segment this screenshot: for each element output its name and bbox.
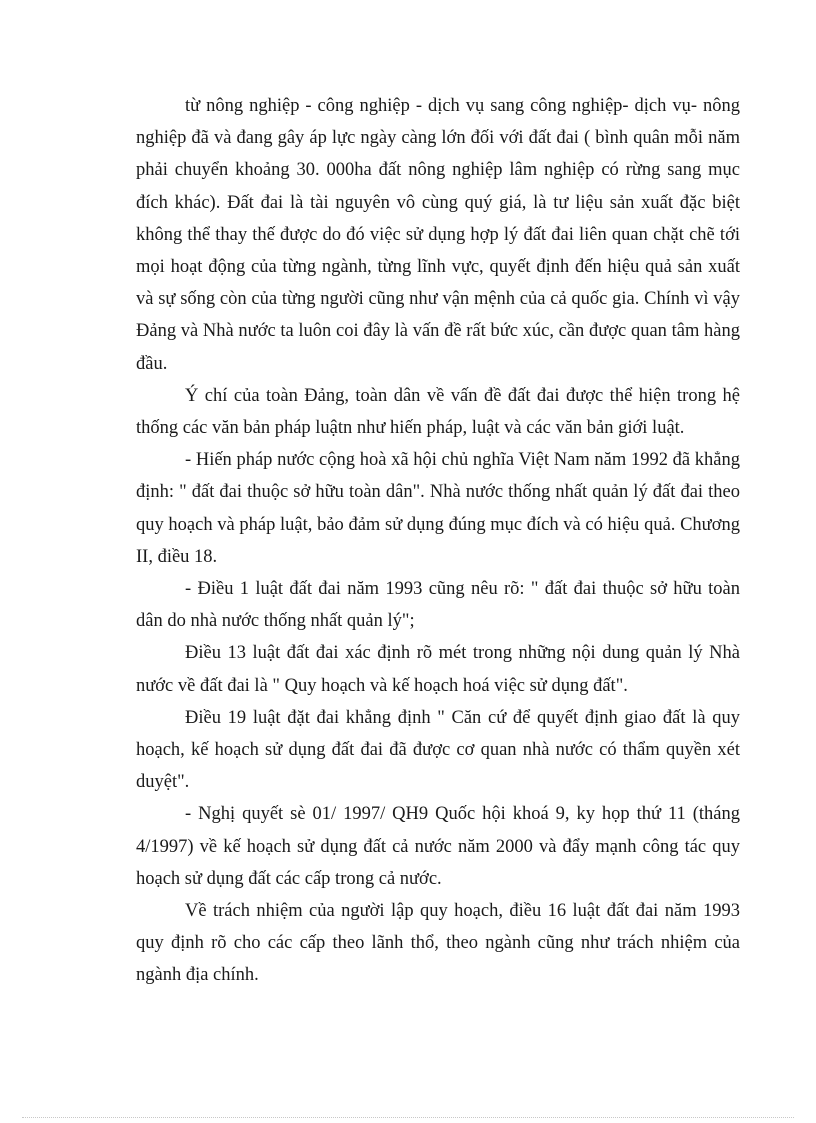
paragraph-constitution-1992: - Hiến pháp nước cộng hoà xã hội chủ nghĩa Việt Nam năm 1992 đã khẳng định: " đất đai thuộc sở hữu toàn dân". Nhà nước thống nhất quản lý đất đai theo quy hoạch và pháp luật, bảo đảm sử dụng đúng mục đích và có hiệu quả. Chương II, điều 18. — [136, 450, 740, 567]
paragraph-article-1: - Điều 1 luật đất đai năm 1993 cũng nêu rõ: " đất đai thuộc sở hữu toàn dân do nhà nước thống nhất quản lý"; — [136, 579, 740, 632]
paragraph-resolution-01-1997: - Nghị quyết sè 01/ 1997/ QH9 Quốc hội khoá 9, ky họp thứ 11 (tháng 4/1997) về kế hoạch sử dụng đất cả nước năm 2000 và đẩy mạnh công tác quy hoạch sử dụng đất các cấp trong cả nước. — [136, 804, 740, 889]
page-footer-rule — [22, 1117, 794, 1118]
paragraph-will-of-party: Ý chí của toàn Đảng, toàn dân về vấn đề đất đai được thể hiện trong hệ thống các văn bản pháp luậtn như hiến pháp, luật và các văn bản giới luật. — [136, 385, 740, 439]
paragraph-continuation: từ nông nghiệp - công nghiệp - dịch vụ sang công nghiệp- dịch vụ- nông nghiệp đã và đang gây áp lực ngày càng lớn đối với đất đai ( bình quân mỗi năm phải chuyển khoảng 30. 000ha đất nông nghiệp lâm nghiệp có rừng sang mục đích khác). Đất đai là tài nguyên vô cùng quý giá, là tư liệu sản xuất đặc biệt không thể thay thế được do đó việc sử dụng hợp lý đất đai liên quan chặt chẽ tới mọi hoạt động của từng ngành, từng lĩnh vực, quyết định đến hiệu quả sản xuất và sự sống còn của từng người cũng như vận mệnh của cả quốc gia. Chính vì vậy Đảng và Nhà nước ta luôn coi đây là vấn đề rất bức xúc, cần được quan tâm hàng đầu. — [136, 96, 740, 374]
paragraph-article-19: Điều 19 luật đặt đai khẳng định " Căn cứ để quyết định giao đất là quy hoạch, kế hoạch sử dụng đất đai đã được cơ quan nhà nước có thẩm quyền xét duyệt". — [136, 707, 740, 793]
document-body — [136, 90, 740, 992]
paragraph-article-13: Điều 13 luật đất đai xác định rõ mét trong những nội dung quản lý Nhà nước về đất đai là " Quy hoạch và kế hoạch hoá việc sử dụng đất". — [136, 643, 740, 696]
paragraph-planning-responsibility: Về trách nhiệm của người lập quy hoạch, điều 16 luật đất đai năm 1993 quy định rõ cho các cấp theo lãnh thổ, theo ngành cũng như trách nhiệm của ngành địa chính. — [136, 901, 740, 986]
